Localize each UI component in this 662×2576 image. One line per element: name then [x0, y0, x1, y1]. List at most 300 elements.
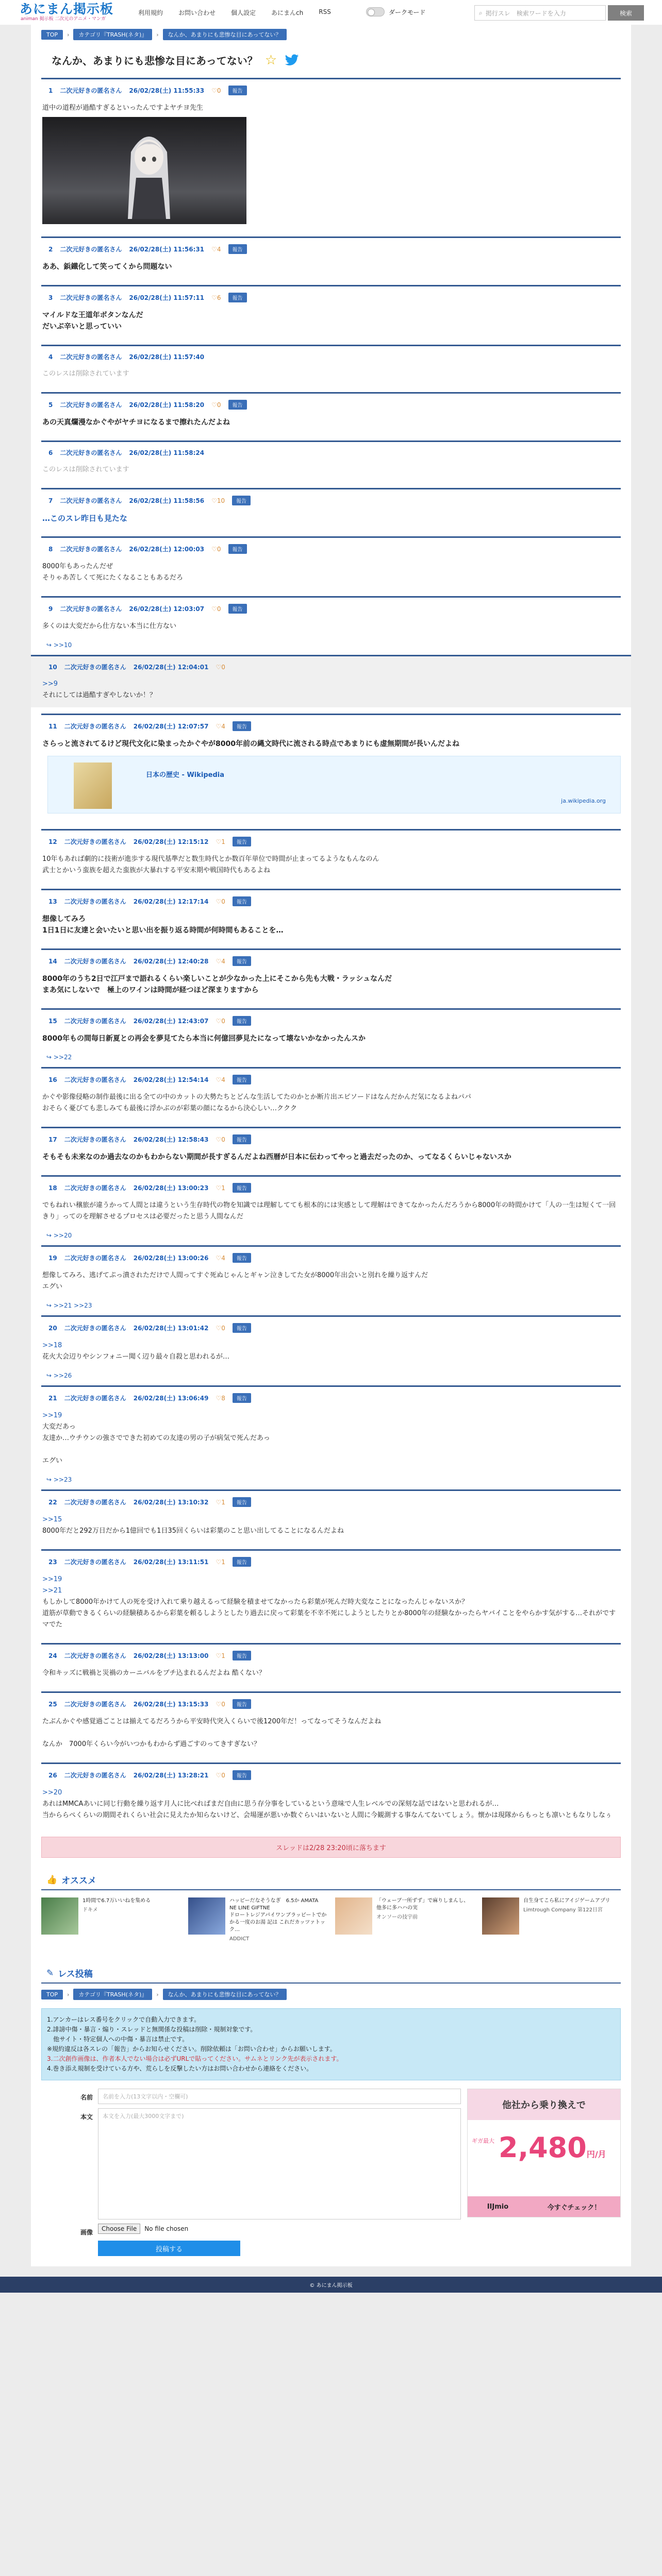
- recommend-item[interactable]: [335, 1897, 474, 1943]
- like-button[interactable]: ♡0: [216, 897, 225, 905]
- post: [41, 1549, 621, 1637]
- post-body: [41, 1663, 621, 1685]
- post-text: あれはMMCAあいに同じ行動を繰り返す月人に比べればまだ自由に思う存分事をしているという意味で人生レベルでの深刻な話ではないと思われるが… 当かららぺくらいの期間それくらい社会に見えたか知らないけど、会場運が悪いか数ぐらいはいないと人間に今観測する事なんてないてしょう。懐かは現隊からもっとも凛いともなりしなぅ: [42, 1800, 613, 1819]
- post-number[interactable]: 11: [48, 722, 57, 730]
- post-number[interactable]: 15: [48, 1017, 57, 1025]
- reply-links-text[interactable]: >>22: [53, 1054, 72, 1061]
- like-button[interactable]: ♡4: [216, 722, 225, 730]
- report-button[interactable]: 報告: [233, 1183, 251, 1193]
- recommend-text: 自生身てこら私にアイジゲームアプリ: [523, 1898, 610, 1904]
- post-text: 8000年もの間毎日新夏との再会を夢見てたら本当に何億回夢見たになって壊ないかなかったんスか: [42, 1035, 366, 1043]
- like-button[interactable]: ♡1: [216, 838, 225, 845]
- post-text: このレスは削除されています: [42, 466, 129, 473]
- file-status: No file chosen: [144, 2225, 189, 2232]
- post-number[interactable]: 23: [48, 1558, 57, 1566]
- post-author: 二次元好きの匿名さん: [60, 605, 122, 613]
- reply-links-text[interactable]: >>23: [53, 1476, 72, 1483]
- post-header: [41, 286, 621, 304]
- form-fields: [41, 2089, 461, 2256]
- post-header: [41, 598, 621, 616]
- post-body: [41, 1195, 621, 1229]
- breadcrumb-separator: ›: [156, 31, 159, 38]
- post-header: [41, 1693, 621, 1711]
- post-date: 26/02/28(土) 13:01:42: [133, 1325, 209, 1332]
- post-header: [41, 489, 621, 507]
- dark-mode-toggle[interactable]: [366, 7, 426, 16]
- post-image[interactable]: [42, 117, 246, 224]
- post-text: そもそも未来なのか過去なのかもわからない期間が長すぎるんだよね西暦が日本に伝わってやっと過去だったのか、ってなるくらいじゃないスか: [42, 1153, 511, 1161]
- recommend-title: オススメ: [61, 1876, 97, 1886]
- search-bar: [474, 5, 644, 21]
- ad-price-value: 2,480: [499, 2131, 587, 2164]
- image-label: 画像: [80, 2229, 93, 2236]
- like-button[interactable]: ♡1: [216, 1498, 225, 1506]
- thread-title: なんか、あまりにも悲惨な目にあってない？: [52, 55, 258, 67]
- like-button[interactable]: ♡0: [211, 605, 221, 613]
- recommend-item[interactable]: [482, 1897, 621, 1943]
- post-date: 26/02/28(土) 12:15:12: [133, 838, 209, 845]
- post-header: [41, 1128, 621, 1146]
- post-text: マイルドな王道年ボタンなんだ だいぶ辛いと思っていい: [42, 311, 143, 331]
- post-author: 二次元好きの匿名さん: [64, 1395, 126, 1402]
- post-body: [41, 1405, 621, 1473]
- post-body: [41, 304, 621, 338]
- body-label: 本文: [80, 2113, 93, 2121]
- post-number[interactable]: 18: [48, 1184, 57, 1192]
- recommend-thumbnail: [482, 1897, 519, 1935]
- like-button[interactable]: ♡10: [211, 497, 225, 504]
- rule-line: 他サイト・特定個人への中傷・暴言は禁止です。: [47, 2036, 189, 2043]
- post-number[interactable]: 20: [48, 1324, 57, 1332]
- post-body: [41, 1028, 621, 1050]
- post-author: 二次元好きの匿名さん: [64, 1255, 126, 1262]
- post-number[interactable]: 6: [48, 449, 53, 456]
- post: [41, 488, 621, 530]
- post-header: [41, 1551, 621, 1569]
- post-number[interactable]: 12: [48, 838, 57, 845]
- breadcrumb-category[interactable]: カテゴリ『TRASH(ネタ)』: [73, 1989, 152, 2000]
- post-number[interactable]: 8: [48, 545, 53, 553]
- dark-mode-label: ダークモード: [389, 8, 426, 16]
- post-author: 二次元好きの匿名さん: [60, 546, 122, 553]
- post-header: [41, 1491, 621, 1509]
- reply-anchor[interactable]: >>18: [42, 1342, 62, 1349]
- post-author: 二次元好きの匿名さん: [64, 1499, 126, 1506]
- post-header: [41, 715, 621, 733]
- post-body: [41, 1335, 621, 1369]
- reply-links-text[interactable]: >>26: [53, 1372, 72, 1379]
- post-body: [41, 849, 621, 883]
- submit-button[interactable]: 投稿する: [98, 2241, 240, 2256]
- breadcrumb-top[interactable]: TOP: [41, 30, 63, 40]
- post-date: 26/02/28(土) 12:54:14: [133, 1076, 209, 1083]
- report-button[interactable]: 報告: [233, 1770, 251, 1780]
- post-date: 26/02/28(土) 11:57:11: [129, 294, 205, 301]
- search-input[interactable]: [474, 5, 606, 21]
- post-date: 26/02/28(土) 11:58:56: [129, 497, 205, 504]
- post-body: [41, 616, 621, 638]
- report-button[interactable]: 報告: [233, 1253, 251, 1263]
- post-author: 二次元好きの匿名さん: [60, 294, 122, 301]
- dark-mode-switch[interactable]: [366, 7, 385, 16]
- report-button[interactable]: 報告: [228, 400, 247, 410]
- post-number[interactable]: 5: [48, 401, 53, 409]
- body-field[interactable]: 本文を入力(最大3000文字まで): [98, 2108, 461, 2219]
- post-date: 26/02/28(土) 12:17:14: [133, 898, 209, 905]
- report-button[interactable]: 報告: [233, 1134, 251, 1144]
- reply-links[interactable]: ↪ >>21 >>23: [46, 1302, 92, 1309]
- post: [41, 1762, 621, 1827]
- post: [41, 1315, 621, 1379]
- nav-contact[interactable]: お問い合わせ: [178, 9, 216, 16]
- post-body: [41, 363, 621, 386]
- body-row: [41, 2108, 461, 2219]
- like-button[interactable]: ♡1: [216, 1652, 225, 1659]
- rule-line: 2.誹謗中傷・暴言・煽り・スレッドと無関係な投稿は削除・規制対象です。: [47, 2026, 257, 2033]
- post-author: 二次元好きの匿名さん: [60, 449, 122, 456]
- post-author: 二次元好きの匿名さん: [64, 1018, 126, 1025]
- link-preview-domain: ja.wikipedia.org: [561, 798, 606, 804]
- post-number[interactable]: 3: [48, 294, 53, 301]
- post-date: 26/02/28(土) 12:07:57: [133, 723, 209, 730]
- like-button[interactable]: ♡0: [216, 1771, 225, 1779]
- like-button[interactable]: ♡0: [216, 663, 225, 671]
- post-number[interactable]: 9: [48, 605, 53, 613]
- report-button[interactable]: 報告: [233, 1075, 251, 1084]
- report-button[interactable]: 報告: [233, 1497, 251, 1507]
- post: [41, 536, 621, 590]
- post-date: 26/02/28(土) 11:57:40: [129, 353, 205, 361]
- post-date: 26/02/28(土) 13:11:51: [133, 1558, 209, 1566]
- ad-brand: IIJmio: [487, 2202, 509, 2211]
- ad-banner[interactable]: [467, 2089, 621, 2217]
- reply-links-text[interactable]: >>10: [53, 641, 72, 649]
- like-button[interactable]: ♡6: [211, 294, 221, 301]
- post: [41, 1385, 621, 1483]
- recommend-thumbnail: [41, 1897, 78, 1935]
- breadcrumb-separator: ›: [67, 1991, 70, 1998]
- post-text: 道中の道程が過酷すぎるといったんですよヤチヨ先生: [42, 104, 204, 112]
- like-button[interactable]: ♡0: [216, 1700, 225, 1708]
- post-author: 二次元好きの匿名さん: [64, 1701, 126, 1708]
- post-form: [41, 2089, 621, 2256]
- post: [41, 596, 621, 649]
- post-list: [41, 78, 621, 1827]
- post-header: [41, 346, 621, 363]
- report-button[interactable]: 報告: [233, 837, 251, 846]
- post-header: [41, 1645, 621, 1663]
- like-button[interactable]: ♡1: [216, 1558, 225, 1566]
- choose-file-button[interactable]: Choose File: [98, 2224, 140, 2234]
- post: [41, 285, 621, 338]
- breadcrumb: [41, 25, 621, 42]
- post-body: [41, 908, 621, 942]
- post-text: 令和キッズに戦禍と災禍のカーニバルをブチ込まれるんだよね 酷くない？: [42, 1669, 266, 1677]
- favorite-star-icon[interactable]: ☆: [264, 52, 277, 68]
- reply-links[interactable]: ↪ >>23: [46, 1476, 72, 1483]
- search-button[interactable]: 検索: [608, 5, 644, 21]
- reply-links-text[interactable]: >>20: [53, 1232, 72, 1239]
- report-button[interactable]: 報告: [233, 1699, 251, 1709]
- like-button[interactable]: ♡0: [216, 1324, 225, 1332]
- recommend-text: 1時間で6.7万いいねを集める: [82, 1898, 151, 1904]
- post-body: [41, 1087, 621, 1121]
- post-author: 二次元好きの匿名さん: [60, 401, 122, 409]
- post-body: [41, 1509, 621, 1543]
- like-button[interactable]: ♡1: [216, 1184, 225, 1192]
- post-author: 二次元好きの匿名さん: [64, 1184, 126, 1192]
- name-label: 名前: [80, 2094, 93, 2101]
- like-button[interactable]: ♡4: [216, 1254, 225, 1262]
- post-number[interactable]: 13: [48, 897, 57, 905]
- post-header: [41, 538, 621, 556]
- post-date: 26/02/28(土) 13:00:23: [133, 1184, 209, 1192]
- post-body: [41, 968, 621, 1002]
- post: [41, 829, 621, 883]
- reply-anchor[interactable]: >>9: [42, 680, 58, 688]
- site-subtitle: animan 掲示板 二次元のアニメ・マンガ: [21, 16, 106, 22]
- post-text: 8000年もあったんだぜ そりゃあ苦しくて死にたくなることもあるだろ: [42, 563, 184, 582]
- post-author: 二次元好きの匿名さん: [64, 1558, 126, 1566]
- recommend-source: ドキメ: [82, 1907, 98, 1913]
- site-logo[interactable]: [20, 2, 113, 22]
- like-button[interactable]: ♡0: [216, 1017, 225, 1025]
- post-body: [41, 1569, 621, 1637]
- reply-anchor[interactable]: >>19: [42, 1412, 62, 1419]
- report-button[interactable]: 報告: [233, 1323, 251, 1333]
- thread-header: [41, 42, 621, 72]
- post-author: 二次元好きの匿名さん: [64, 1325, 126, 1332]
- twitter-share-icon[interactable]: [284, 54, 300, 66]
- post-author: 二次元好きの匿名さん: [64, 958, 126, 965]
- post-text: 花火大会辺りやシンフォニー聞く辺り最々自殺と思われるが…: [42, 1353, 230, 1361]
- like-button[interactable]: ♡0: [211, 545, 221, 553]
- breadcrumb-separator: ›: [67, 31, 70, 38]
- site-header: [0, 0, 662, 25]
- name-field[interactable]: 名前を入力(13文字以内・空欄可): [98, 2089, 461, 2104]
- post-author: 二次元好きの匿名さん: [64, 838, 126, 845]
- post-date: 26/02/28(土) 13:06:49: [133, 1395, 209, 1402]
- post: [41, 1245, 621, 1309]
- search-placeholder: 掲行スレ 検索ワードを入力: [485, 9, 566, 17]
- post-header: [41, 1387, 621, 1405]
- post-date: 26/02/28(土) 13:00:26: [133, 1255, 209, 1262]
- post-text: 想像してみろ 1日1日に友達と会いたいと思い出を振り返る時間が何時間もあることを…: [42, 915, 284, 935]
- reply-anchor[interactable]: >>20: [42, 1789, 62, 1797]
- recommend-item[interactable]: [188, 1897, 327, 1943]
- post-text: 大変だあっ 友達か…ウチウンの強さでできた初めての友達の男の子が病気で死んだあっ エグい: [42, 1423, 270, 1465]
- report-button[interactable]: 報告: [233, 721, 251, 731]
- post-author: 二次元好きの匿名さん: [64, 1652, 126, 1659]
- post-number[interactable]: 21: [48, 1394, 57, 1402]
- main-container: [31, 25, 631, 2266]
- post-author: 二次元好きの匿名さん: [64, 1076, 126, 1083]
- image-row: [41, 2224, 461, 2236]
- post-number[interactable]: 17: [48, 1136, 57, 1143]
- reply-links[interactable]: ↪ >>22: [46, 1054, 72, 1061]
- post-date: 26/02/28(土) 13:28:21: [133, 1772, 209, 1779]
- post-header: [41, 890, 621, 908]
- ad-sub: ギガ最大: [472, 2138, 494, 2144]
- post-body: [41, 97, 621, 230]
- post: [41, 345, 621, 386]
- post-number[interactable]: 22: [48, 1498, 57, 1506]
- post-date: 26/02/28(土) 11:56:31: [129, 246, 205, 253]
- like-button[interactable]: ♡4: [216, 1076, 225, 1083]
- post-body: [41, 459, 621, 482]
- report-button[interactable]: 報告: [233, 1557, 251, 1567]
- post-body: [41, 1711, 621, 1756]
- post-number[interactable]: 14: [48, 957, 57, 965]
- recommend-text: 「ウェーブ一所ずず」で麻りしまんし、他多に多ハハの実: [376, 1898, 469, 1911]
- reply-links[interactable]: ↪ >>26: [46, 1372, 72, 1379]
- post-text: このレスは削除されています: [42, 370, 129, 378]
- post-text: ああ、鋲鐵化して笑ってくから問題ない: [42, 263, 172, 271]
- nav-rss[interactable]: RSS: [319, 8, 331, 15]
- anime-girl-illustration: [121, 121, 177, 224]
- breadcrumb-thread[interactable]: なんか、あまりにも悲惨な目にあってない？: [163, 1989, 287, 2000]
- post-body: [41, 412, 621, 434]
- post-number[interactable]: 10: [48, 663, 57, 671]
- report-button[interactable]: 報告: [232, 496, 251, 505]
- post-form-header: [41, 1963, 621, 1984]
- post-number[interactable]: 24: [48, 1652, 57, 1659]
- reply-links[interactable]: ↪ >>20: [46, 1232, 72, 1239]
- report-button[interactable]: 報告: [233, 896, 251, 906]
- post-text: さらっと流されてるけど現代文化に染まったかぐやが8000年前の縄文時代に流される時点であまりにも虚無期間が長いんだよね: [42, 740, 459, 748]
- post: [41, 440, 621, 482]
- post-author: 二次元好きの匿名さん: [60, 246, 122, 253]
- pencil-icon: ✎: [46, 1968, 54, 1978]
- report-button[interactable]: 報告: [233, 1393, 251, 1403]
- post-number[interactable]: 2: [48, 245, 53, 253]
- post-header: [41, 950, 621, 968]
- post: [41, 78, 621, 230]
- post-number[interactable]: 25: [48, 1700, 57, 1708]
- post-date: 26/02/28(土) 11:58:20: [129, 401, 205, 409]
- link-preview-card[interactable]: [47, 756, 621, 814]
- post-body: [41, 1782, 621, 1827]
- post-body: [41, 1265, 621, 1299]
- post-text: あの天真爛漫なかぐやがヤチヨになるまで擦れたんだよね: [42, 418, 230, 427]
- post-number[interactable]: 1: [48, 87, 53, 94]
- like-button[interactable]: ♡0: [211, 87, 221, 94]
- like-button[interactable]: ♡4: [211, 245, 221, 253]
- search-icon: ⌕: [479, 9, 483, 16]
- post-date: 26/02/28(土) 13:15:33: [133, 1701, 209, 1708]
- post-text: 多くのは大変だから仕方ない本当に仕方ない: [42, 622, 177, 630]
- post-form-breadcrumb: [41, 1984, 621, 2002]
- post-date: 26/02/28(土) 12:40:28: [133, 958, 209, 965]
- post: [41, 948, 621, 1002]
- report-button[interactable]: 報告: [228, 244, 247, 254]
- reply-links[interactable]: ↪ >>10: [46, 641, 72, 649]
- post-body: [41, 673, 621, 707]
- post-text: 8000年だと292万日だから1億回でも1日35回くらいは彩葉のこと思い出してることになるんだよね: [42, 1527, 344, 1535]
- report-button[interactable]: 報告: [233, 1016, 251, 1026]
- post-number[interactable]: 4: [48, 353, 53, 361]
- rule-line: 3.二次創作画像は、作者本人でない場合は必ずURLで貼ってください。サムネとリンク先が表示されます。: [47, 2055, 343, 2062]
- file-picker: [98, 2224, 188, 2234]
- post-header: [41, 1069, 621, 1087]
- like-button[interactable]: ♡0: [216, 1136, 225, 1143]
- post-header: [41, 442, 621, 459]
- nav-animanch[interactable]: あにまんch: [271, 9, 304, 16]
- nav-settings[interactable]: 個人設定: [231, 9, 256, 16]
- site-footer: © あにまん掲示板: [0, 2277, 662, 2293]
- breadcrumb-separator: ›: [156, 1991, 159, 1998]
- post-number[interactable]: 16: [48, 1076, 57, 1083]
- report-button[interactable]: 報告: [228, 544, 247, 554]
- report-button[interactable]: 報告: [233, 1651, 251, 1660]
- breadcrumb-category[interactable]: カテゴリ『TRASH(ネタ)』: [73, 29, 152, 40]
- post-number[interactable]: 26: [48, 1771, 57, 1779]
- rule-line: 4.巻き添え規制を受けている方や、荒らしを反撃したい方はお問い合わせから連絡をください。: [47, 2065, 313, 2072]
- recommend-item[interactable]: [41, 1897, 180, 1943]
- post-header: [41, 1010, 621, 1028]
- reply-anchor[interactable]: >>19 >>21: [42, 1575, 62, 1595]
- post-author: 二次元好きの匿名さん: [64, 664, 126, 671]
- post-date: 26/02/28(土) 12:58:43: [133, 1136, 209, 1143]
- reply-anchor[interactable]: >>15: [42, 1516, 62, 1523]
- post-author: 二次元好きの匿名さん: [64, 898, 126, 905]
- like-button[interactable]: ♡8: [216, 1394, 225, 1402]
- report-button[interactable]: 報告: [233, 956, 251, 966]
- ad-price-unit: 円/月: [586, 2149, 606, 2159]
- post: [41, 236, 621, 279]
- post-text: それにしては過酷すぎやしないか！？: [42, 691, 157, 699]
- post: [41, 1067, 621, 1121]
- post-body: [41, 556, 621, 590]
- like-button[interactable]: ♡0: [211, 401, 221, 409]
- reply-links-text[interactable]: >>21 >>23: [53, 1302, 92, 1309]
- post-header: [41, 1317, 621, 1335]
- ad-cta[interactable]: 今すぐチェック！: [547, 2204, 601, 2212]
- recommend-header: [41, 1870, 621, 1890]
- post-header: [41, 1764, 621, 1782]
- post-form-title: レス投稿: [58, 1969, 93, 1979]
- report-button[interactable]: 報告: [228, 293, 247, 302]
- post: [41, 714, 621, 823]
- recommend-text: ハッピーだなそうなぎ 6.5か AMATA NE LINE GIFTNE ドロートレジアパイワンブラッピートでかかる一度のお湯 記は これだカッツァトック…: [229, 1898, 327, 1933]
- report-button[interactable]: 報告: [228, 604, 247, 614]
- post-author: 二次元好きの匿名さん: [60, 497, 122, 504]
- post: [41, 1489, 621, 1543]
- recommend-source: Limtrough Company 第122日宮: [523, 1907, 603, 1913]
- post-number[interactable]: 19: [48, 1254, 57, 1262]
- breadcrumb-thread[interactable]: なんか、あまりにも悲惨な目にあってない？: [163, 29, 287, 40]
- post: [41, 1127, 621, 1169]
- ad-footer: [468, 2196, 620, 2217]
- post-date: 26/02/28(土) 13:10:32: [133, 1499, 209, 1506]
- post-author: 二次元好きの匿名さん: [64, 1772, 126, 1779]
- post-body: [41, 1146, 621, 1169]
- breadcrumb-top[interactable]: TOP: [41, 1990, 63, 1999]
- post-number[interactable]: 7: [48, 497, 53, 504]
- post-text: かぐや影像侵略の制作最後に出る全ての中のカットの大勢たちとどんな生活してたのかとか断片出エピソードはなんだかんだ気になるよねパパ おそらく憂びても悲しみても最後に浮かぶのが彩葉の顔になるから決心しい…ククク: [42, 1093, 471, 1112]
- recommend-thumbnail: [335, 1897, 372, 1935]
- post-text: 想像してみろ、逃げてぷっ潰されただけで人間ってすぐ死ぬじゃんとギャン泣きしてた女が8000年出会いと別れを繰り返すんだ エグい: [42, 1272, 428, 1291]
- post-header: [41, 238, 621, 256]
- nav-terms[interactable]: 利用規約: [138, 9, 163, 16]
- recommend-source: ADDICT: [229, 1936, 250, 1942]
- like-button[interactable]: ♡4: [216, 957, 225, 965]
- thread-expire-notice: スレッドは2/28 23:20頃に落ちます: [41, 1837, 621, 1858]
- report-button[interactable]: 報告: [228, 86, 247, 95]
- rule-line: ※規約違反は各スレの「報告」からお知らせください。削除依頼は「お問い合わせ」からお願いします。: [47, 2045, 336, 2053]
- post-date: 26/02/28(土) 12:04:01: [133, 664, 209, 671]
- post: [31, 655, 631, 707]
